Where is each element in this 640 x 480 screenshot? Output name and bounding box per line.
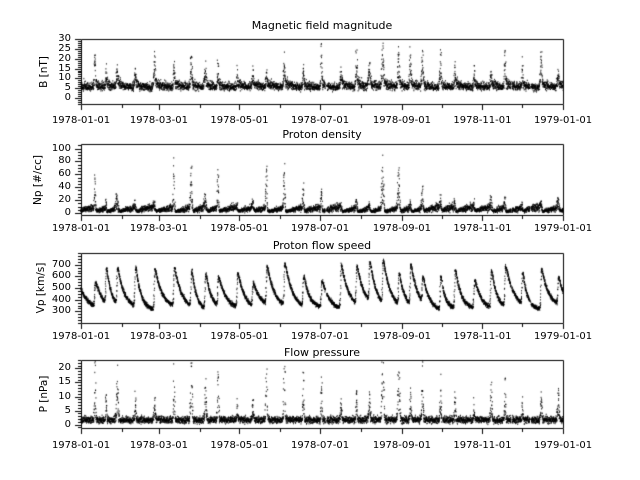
x-tick-label: 1978-11-01 [453, 439, 512, 451]
y-tick-label: 10 [58, 390, 71, 402]
x-tick-label: 1978-03-01 [129, 330, 188, 342]
x-tick-label: 1978-11-01 [453, 222, 512, 234]
y-tick-label: 0 [64, 92, 71, 104]
x-tick-label: 1978-09-01 [372, 330, 431, 342]
y-tick-label: 500 [51, 282, 71, 293]
x-tick-label: 1978-03-01 [129, 439, 188, 451]
y-tick-label: 30 [58, 33, 71, 44]
y-tick-label: 60 [58, 168, 71, 180]
y-tick-label: 10 [58, 72, 71, 84]
x-tick-label: 1978-05-01 [210, 222, 269, 234]
y-tick-label: 0 [64, 207, 71, 219]
x-tick-label: 1978-01-01 [51, 439, 111, 451]
x-tick-label: 1978-05-01 [210, 115, 269, 126]
x-tick-label: 1979-01-01 [533, 115, 593, 126]
y-tick-label: 5 [64, 82, 71, 94]
y-tick-label: 600 [51, 270, 71, 282]
x-tick-label: 1978-09-01 [372, 222, 431, 234]
y-tick-label: 40 [58, 181, 71, 193]
x-tick-label: 1978-01-01 [51, 330, 111, 342]
x-tick-label: 1979-01-01 [533, 439, 593, 451]
chart-title: Proton flow speed [272, 238, 372, 252]
x-tick-label: 1978-07-01 [290, 330, 350, 342]
x-tick-label: 1978-07-01 [290, 439, 350, 451]
x-tick-label: 1978-07-01 [290, 115, 350, 126]
y-axis-label: P [nPa] [38, 375, 50, 413]
y-tick-label: 5 [64, 404, 71, 416]
x-tick-label: 1979-01-01 [533, 330, 593, 342]
x-tick-label: 1978-01-01 [51, 222, 111, 234]
y-tick-label: 20 [58, 194, 71, 206]
x-tick-label: 1978-03-01 [129, 222, 188, 234]
y-tick-label: 400 [51, 293, 71, 305]
y-axis-label: B [nT] [37, 55, 50, 88]
y-tick-label: 0 [64, 418, 71, 430]
y-tick-label: 300 [51, 305, 71, 317]
chart-title: Magnetic field magnitude [251, 18, 393, 32]
chart-title: Proton density [282, 127, 362, 141]
y-axis-label: Np [#/cc] [32, 154, 44, 205]
x-tick-label: 1978-07-01 [290, 222, 350, 234]
y-tick-label: 100 [51, 142, 71, 154]
x-tick-label: 1978-09-01 [372, 439, 431, 451]
x-tick-label: 1978-09-01 [372, 115, 431, 126]
y-tick-label: 700 [51, 258, 71, 270]
chart-title: Flow pressure [283, 345, 361, 359]
y-tick-label: 20 [58, 52, 71, 64]
x-tick-label: 1978-01-01 [51, 115, 111, 126]
y-tick-label: 15 [58, 62, 71, 74]
y-tick-label: 15 [58, 376, 71, 388]
x-tick-label: 1978-11-01 [453, 330, 512, 342]
y-axis-label: Vp [km/s] [35, 262, 47, 314]
y-tick-label: 25 [58, 42, 71, 54]
x-tick-label: 1978-11-01 [453, 115, 512, 126]
y-tick-label: 20 [58, 362, 71, 374]
y-tick-label: 80 [58, 155, 71, 167]
x-tick-label: 1978-03-01 [129, 115, 188, 126]
x-tick-label: 1978-05-01 [210, 439, 269, 451]
x-tick-label: 1978-05-01 [210, 330, 269, 342]
x-tick-label: 1979-01-01 [533, 222, 593, 234]
